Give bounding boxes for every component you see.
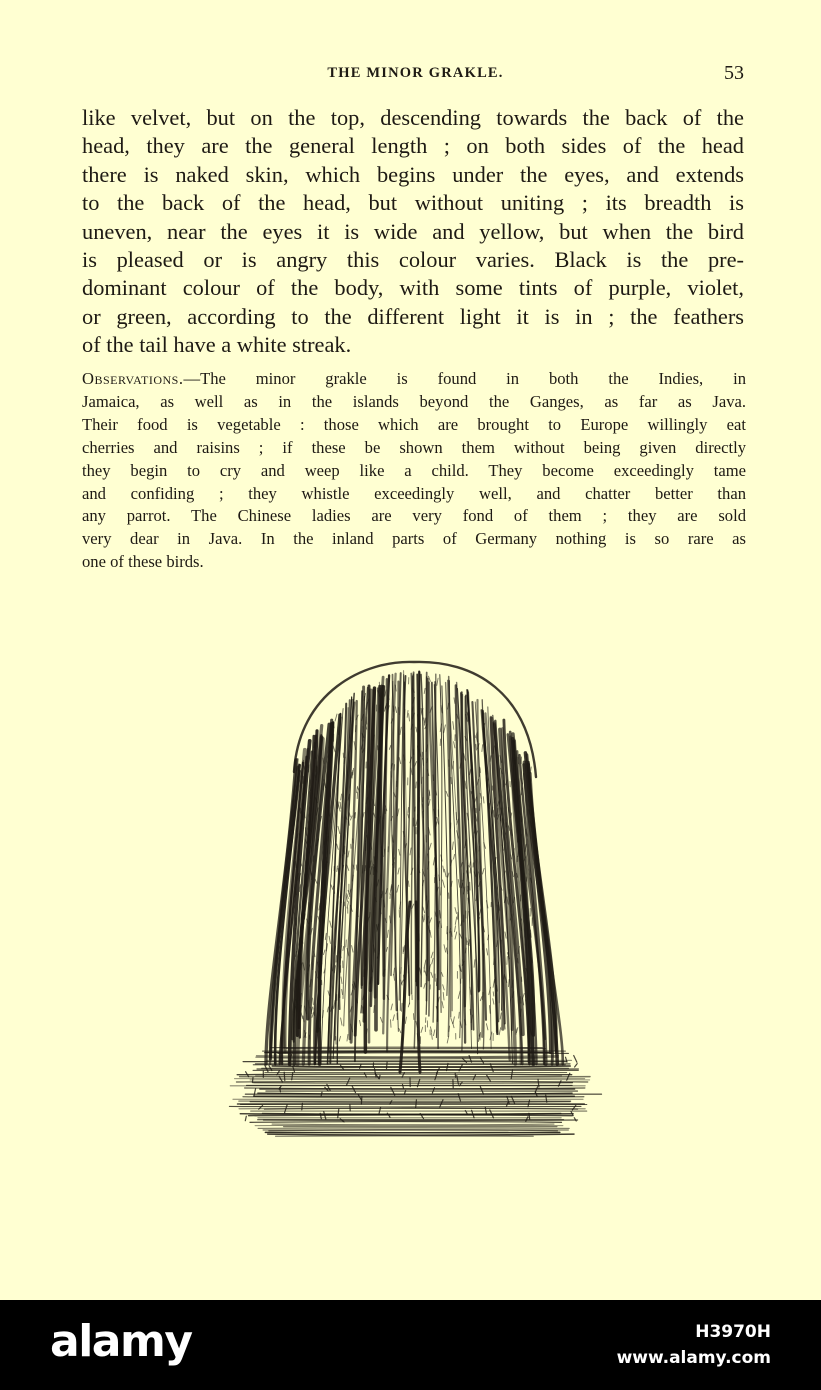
text-line: dominant colour of the body, with some tints of purple, violet, bbox=[82, 275, 744, 301]
observations-first-line bbox=[82, 368, 746, 391]
alamy-logo: alamy bbox=[50, 1316, 192, 1367]
observations-first-line-text: —The minor grakle is found in both the Indies, in bbox=[183, 369, 746, 388]
running-head bbox=[0, 63, 821, 87]
text-line: they begin to cry and weep like a child. They become exceedingly tame bbox=[82, 460, 746, 480]
weeping-willow-illustration bbox=[224, 652, 604, 1142]
page-number: 53 bbox=[724, 62, 744, 84]
text-line: very dear in Java. In the inland parts of Germany nothing is so rare as bbox=[82, 529, 746, 549]
main-paragraph bbox=[82, 104, 744, 360]
text-line: cherries and raisins ; if these be shown them without being given directly bbox=[82, 437, 746, 457]
image-id: H3970H bbox=[695, 1322, 771, 1342]
text-line: of the tail have a white streak. bbox=[82, 332, 352, 358]
text-line: Jamaica, as well as in the islands beyond the Ganges, as far as Java. bbox=[82, 391, 746, 411]
text-line: and confiding ; they whistle exceedingly well, and chatter better than bbox=[82, 483, 746, 503]
observations-paragraph bbox=[82, 368, 746, 574]
text-line: to the back of the head, but without uniting ; its breadth is bbox=[82, 190, 744, 216]
text-line: uneven, near the eyes it is wide and yellow, but when the bird bbox=[82, 218, 744, 244]
text-line: one of these birds. bbox=[82, 552, 204, 572]
text-line: like velvet, but on the top, descending towards the back of the bbox=[82, 105, 744, 130]
text-line: is pleased or is angry this colour varies. Black is the pre- bbox=[82, 247, 744, 273]
text-line: or green, according to the different light it is in ; the feathers bbox=[82, 303, 744, 329]
observations-heading: Observations. bbox=[82, 369, 184, 388]
text-line: Their food is vegetable : those which are brought to Europe willingly eat bbox=[82, 414, 746, 434]
website-url: www.alamy.com bbox=[616, 1348, 771, 1368]
weeping-willow-icon bbox=[224, 652, 604, 1142]
text-line: there is naked skin, which begins under the eyes, and extends bbox=[82, 161, 744, 187]
text-line: head, they are the general length ; on both sides of the head bbox=[82, 133, 744, 159]
text-line: any parrot. The Chinese ladies are very fond of them ; they are sold bbox=[82, 506, 746, 526]
page-header-title: THE MINOR GRAKLE. bbox=[327, 65, 504, 81]
watermark-bar bbox=[0, 1300, 821, 1390]
